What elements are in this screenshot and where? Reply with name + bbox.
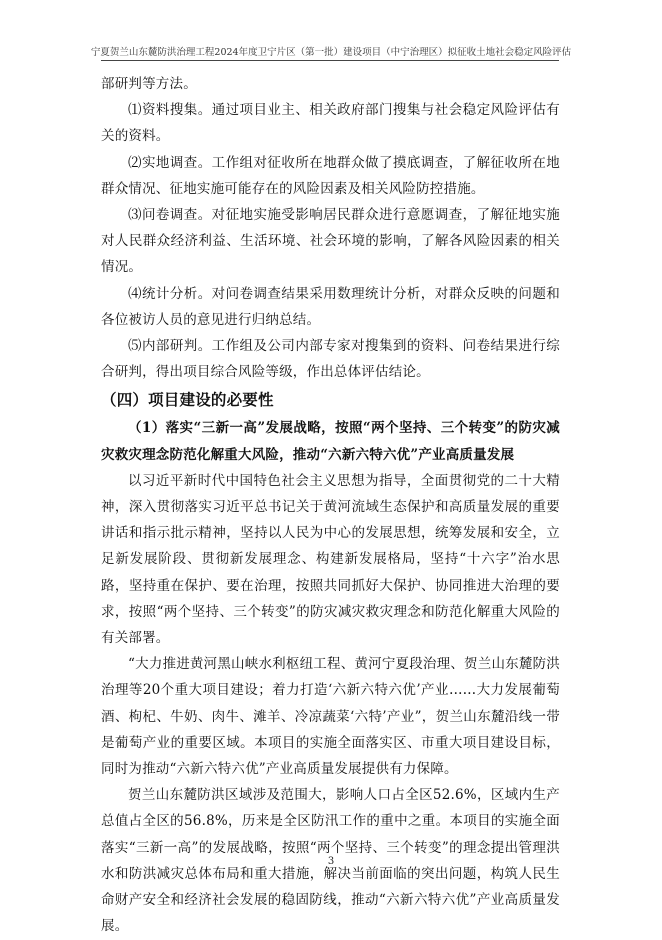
paragraph-flood-region: 贺兰山东麓防洪区域涉及范围大，影响人口占全区52.6%，区域内生产总值占全区的56.8%，历来是全区防汛工作的重中之重。本项目的实施全面落实“三新一高”的发展战略，按照“两个坚持、三个转变”的理念提出管理洪水和防洪减灾总体布局和重大措施，解决当前面临的突出问题，构筑人民生命财产安全和经济社会发展的稳固防线，推动“六新六特六优”产业高质量发展。 [101, 787, 560, 935]
paragraph-guiding-principles: 以习近平新时代中国特色社会主义思想为指导，全面贯彻党的二十大精神，深入贯彻落实习近平总书记关于黄河流域生态保护和高质量发展的重要讲话和指示批示精神，坚持以人民为中心的发展思想，统筹发展和安全，立足新发展阶段、贯彻新发展理念、构建新发展格局，坚持“十六字”治水思路，坚持重在保护、要在治理，按照共同抓好大保护、协同推进大治理的要求，按照“两个坚持、三个转变”的防灾减灾救灾理念和防范化解重大风险的有关部署。 [101, 472, 560, 647]
page-body [101, 71, 560, 940]
paragraph-key-projects: “大力推进黄河黑山峡水利枢纽工程、黄河宁夏段治理、贺兰山东麓防洪治理等20个重大项目建设；着力打造‘六新六特六优’产业……大力发展葡萄酒、枸杞、牛奶、肉牛、滩羊、冷凉蔬菜‘六特’产业”，贺兰山东麓沿线一带是葡萄产业的重要区域。本项目的实施全面落实区、市重大项目建设目标，同时为推动“六新六特六优”产业高质量发展提供有力保障。 [101, 656, 560, 778]
paragraph-internal-review: ⑸内部研判。工作组及公司内部专家对搜集到的资料、问卷结果进行综合研判，得出项目综合风险等级，作出总体评估结论。 [101, 338, 560, 381]
paragraph-statistics: ⑷统计分析。对问卷调查结果采用数理统计分析，对群众反映的问题和各位被访人员的意见进行归纳总结。 [101, 285, 560, 328]
header-divider [101, 60, 559, 61]
paragraph-intro-continuation: 部研判等方法。 [101, 76, 197, 92]
page-number: 3 [327, 856, 335, 867]
running-header: 宁夏贺兰山东麓防洪治理工程2024年度卫宁片区（第一批）建设项目（中宁治理区）拟征收土地社会稳定风险评估 [90, 47, 572, 58]
paragraph-data-collection: ⑴资料搜集。通过项目业主、相关政府部门搜集与社会稳定风险评估有关的资料。 [101, 102, 560, 145]
paragraph-field-survey: ⑵实地调查。工作组对征收所在地群众做了摸底调查，了解征收所在地群众情况、征地实施可能存在的风险因素及相关风险防控措施。 [101, 154, 560, 197]
paragraph-questionnaire: ⑶问卷调查。对征地实施受影响居民群众进行意愿调查，了解征地实施对人民群众经济利益、生活环境、社会环境的影响，了解各风险因素的相关情况。 [101, 207, 560, 276]
section-heading: （四）项目建设的必要性 [101, 390, 274, 410]
subsection-heading: （1）落实“三新一高”发展战略，按照“两个坚持、三个转变”的防灾减灾救灾理念防范化解重大风险，推动“六新六特六优”产业高质量发展 [101, 420, 560, 463]
